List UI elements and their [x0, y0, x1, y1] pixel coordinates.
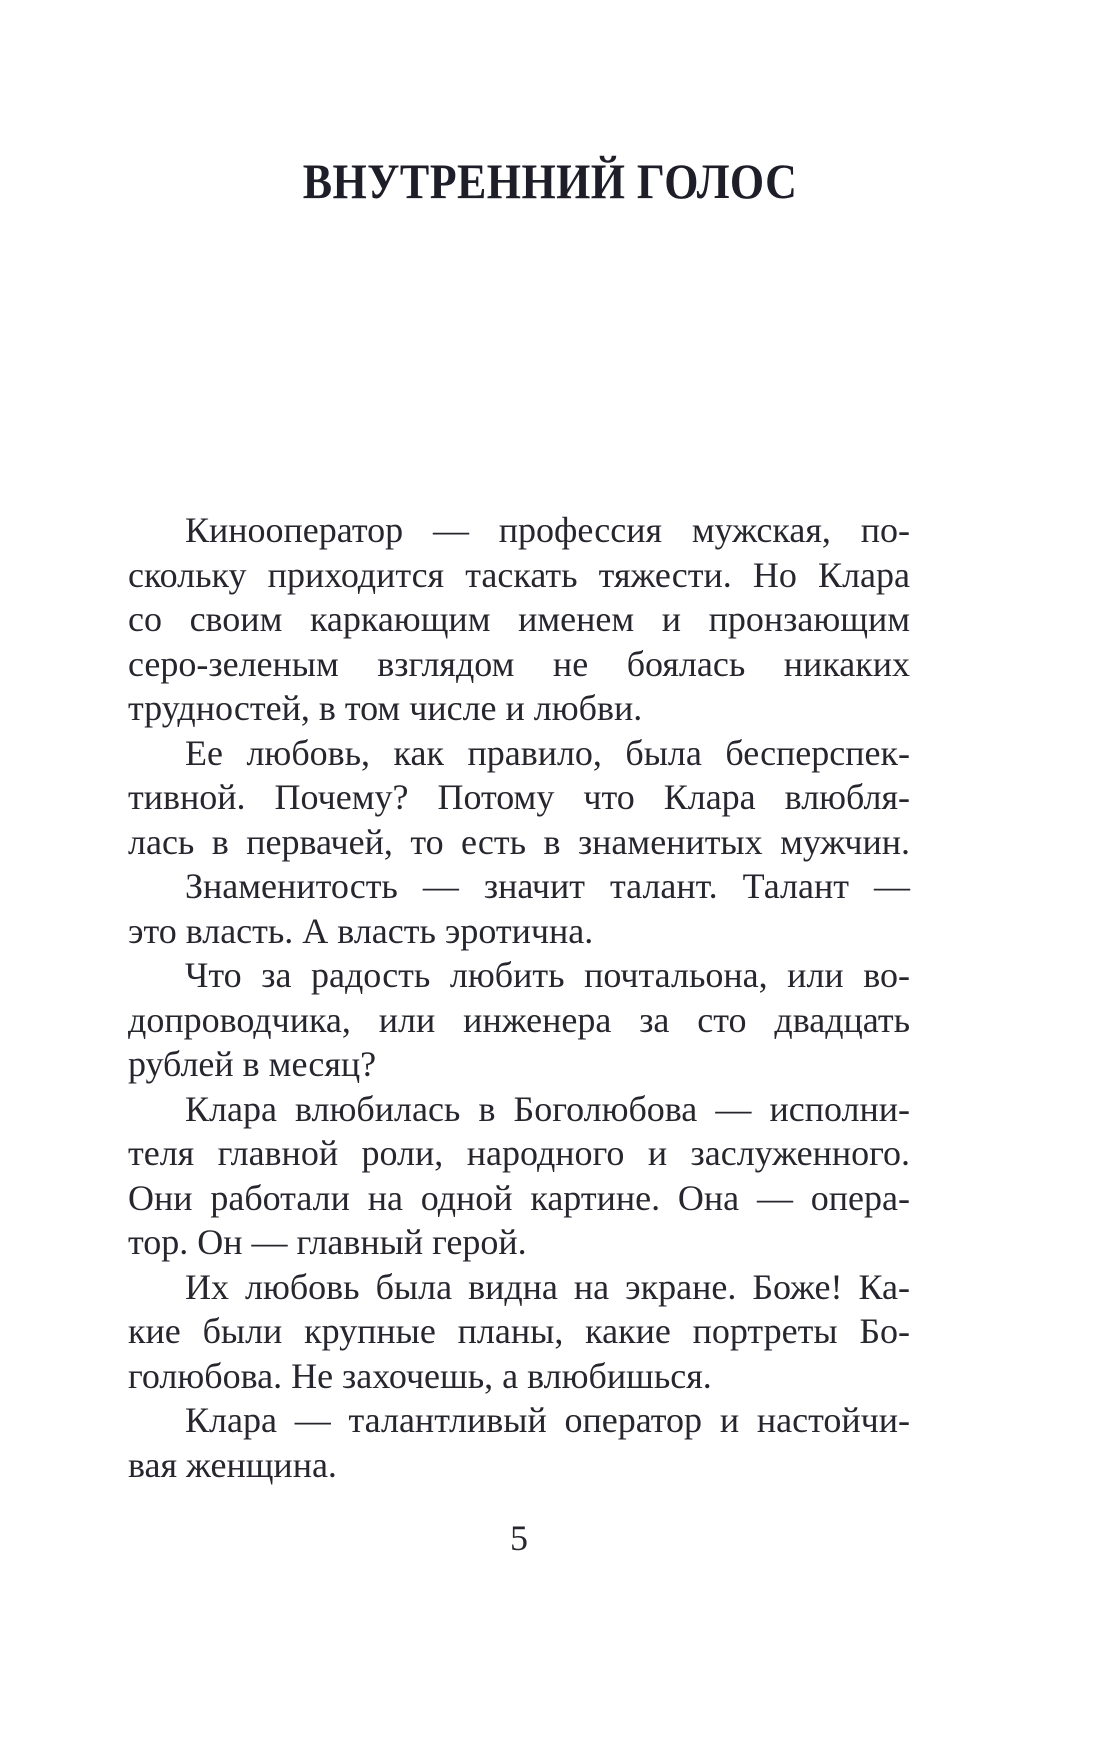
text-line: трудностей, в том числе и любви.: [128, 688, 643, 728]
text-line: Клара влюбилась в Боголюбова — исполни-: [185, 1088, 910, 1129]
paragraph: [128, 1087, 910, 1265]
body-text: [128, 508, 910, 1487]
text-line: тор. Он — главный герой.: [128, 1222, 527, 1262]
text-line: Их любовь была видна на экране. Боже! Ка-: [185, 1266, 910, 1307]
paragraph: [128, 1265, 910, 1399]
chapter-title-text: ВНУТРЕННИЙ ГОЛОС: [302, 153, 798, 209]
text-line: вая женщина.: [128, 1444, 337, 1485]
paragraph: [128, 1398, 910, 1487]
page-number: 5: [510, 1518, 528, 1558]
text-line: со своим каркающим именем и пронзающим: [128, 599, 910, 639]
text-line: теля главной роли, народного и заслуженного.: [128, 1133, 910, 1173]
text-line: Клара — талантливый оператор и настойчи-: [185, 1400, 910, 1440]
text-line: скольку приходится таскать тяжести. Но Клара: [128, 554, 910, 595]
text-line: допроводчика, или инженера за сто двадцать: [128, 999, 910, 1040]
paragraph: [128, 953, 910, 1087]
text-line: Что за радость любить почтальона, или во-: [185, 955, 910, 995]
chapter-title: [0, 153, 1100, 209]
text-line: серо-зеленым взглядом не боялась никаких: [128, 643, 910, 684]
text-line: тивной. Почему? Потому что Клара влюбля-: [128, 777, 910, 817]
text-line: Ее любовь, как правило, была бесперспек-: [185, 732, 910, 773]
text-line: голюбова. Не захочешь, а влюбишься.: [128, 1355, 712, 1396]
text-line: Знаменитость — значит талант. Талант —: [185, 866, 910, 906]
text-line: кие были крупные планы, какие портреты Бо-: [128, 1311, 910, 1351]
paragraph: [128, 864, 910, 953]
text-line: лась в первачей, то есть в знаменитых мужчин.: [128, 821, 910, 862]
text-line: Они работали на одной картине. Она — опера-: [128, 1177, 910, 1218]
text-line: рублей в месяц?: [128, 1044, 377, 1084]
text-line: Кинооператор — профессия мужская, по-: [185, 510, 910, 550]
paragraph: [128, 731, 910, 865]
paragraph: [128, 508, 910, 731]
text-line: это власть. А власть эротична.: [128, 910, 594, 951]
